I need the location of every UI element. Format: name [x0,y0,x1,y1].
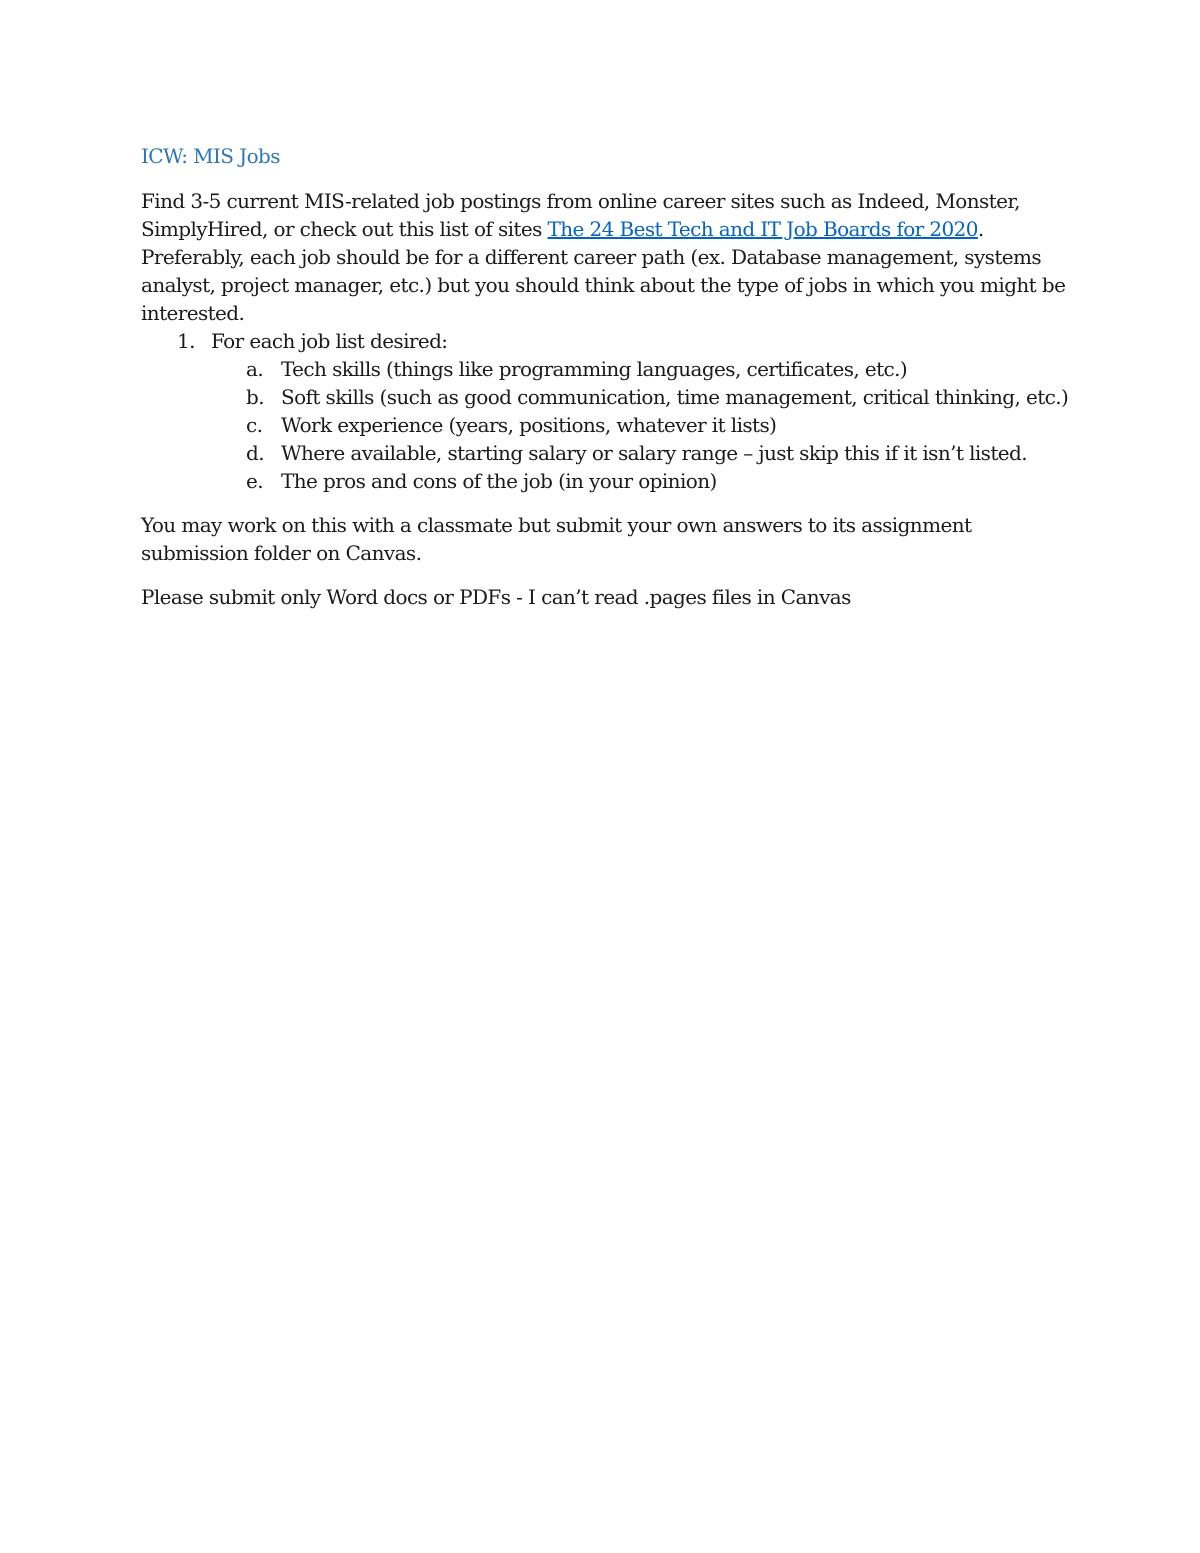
numbered-list [141,327,1071,495]
list-number: 1. [177,329,195,353]
list-letter: d. [246,441,264,465]
list-item-soft-skills [211,383,1071,411]
list-item-text: The pros and cons of the job (in your opinion) [281,469,717,493]
list-letter: c. [246,413,263,437]
list-item-label: For each job list desired: [211,329,448,353]
list-item-text: Where available, starting salary or salary range – just skip this if it isn’t listed. [281,441,1027,465]
list-letter: e. [246,469,263,493]
list-item-text: Soft skills (such as good communication, time management, critical thinking, etc.) [281,385,1069,409]
list-item-pros-cons [211,467,1071,495]
document-title: ICW: MIS Jobs [141,144,280,168]
list-item-salary [211,439,1071,467]
classmate-paragraph: You may work on this with a classmate but submit your own answers to its assignment submission folder on Canvas. [141,513,972,565]
document-body [141,142,1071,611]
list-letter: b. [246,385,264,409]
job-boards-link[interactable]: The 24 Best Tech and IT Job Boards for 2020 [547,217,978,241]
lettered-list [211,355,1071,495]
intro-text-start: Find 3-5 current MIS-related job postings from online career sites such as Indeed, Monster, SimplyHired, or check out this list of sites [141,189,1020,241]
intro-text-end: . Preferably, each job should be for a different career path (ex. Database management, systems analyst, project manager, etc.) but you should think about the type of jobs in which you might be interested. [141,217,1066,325]
list-item-work-experience [211,411,1071,439]
submission-paragraph: Please submit only Word docs or PDFs - I can’t read .pages files in Canvas [141,585,851,609]
list-item-tech-skills [211,355,1071,383]
list-item-text: Work experience (years, positions, whatever it lists) [281,413,777,437]
list-letter: a. [246,357,264,381]
list-item-job-desired [141,327,1071,495]
list-item-text: Tech skills (things like programming languages, certificates, etc.) [281,357,908,381]
intro-paragraph [141,187,1071,327]
